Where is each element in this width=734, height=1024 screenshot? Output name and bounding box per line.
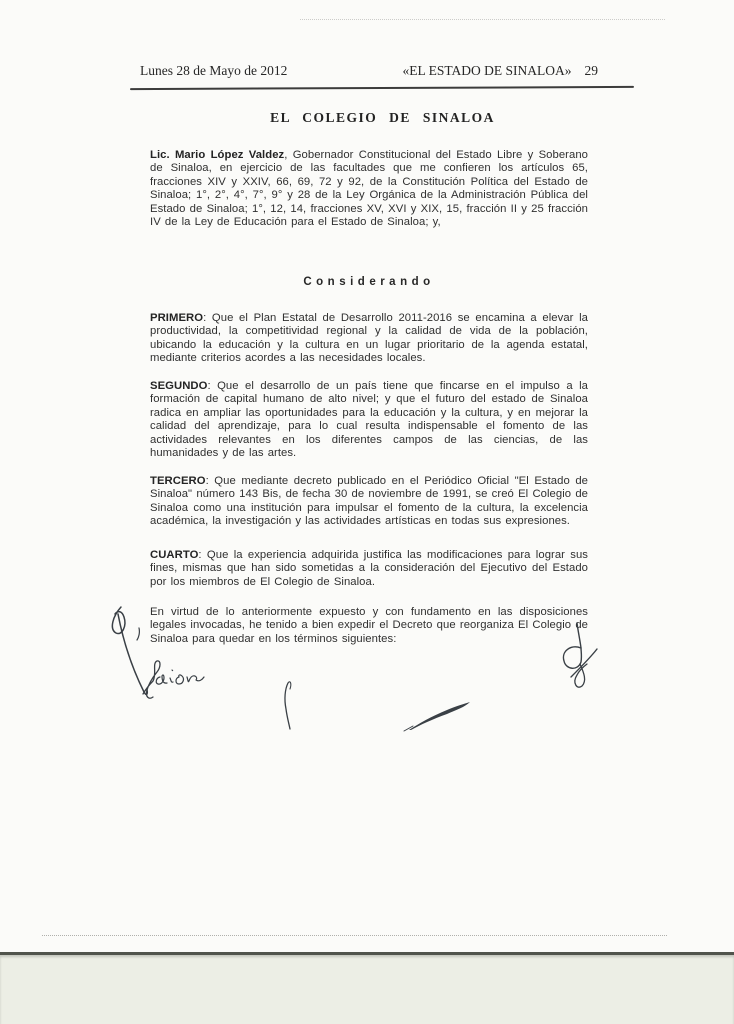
clause-label: SEGUNDO	[150, 380, 208, 392]
scan-artifact-dotted-line-bottom	[42, 935, 667, 936]
considerando-heading: Considerando	[303, 276, 435, 288]
vertical-pen-stroke	[285, 682, 291, 729]
header-date: Lunes 28 de Mayo de 2012	[140, 63, 288, 78]
clause-primero	[150, 312, 588, 366]
clause-tercero	[150, 475, 588, 529]
clause-text: : Que la experiencia adquirida justifica las modificaciones para lograr sus fines, mismas que han sido sometidas a la consideración del Ejecutivo del Estado por los miembros de El Colegio de Sinaloa.	[150, 549, 588, 588]
header-publication-block	[402, 63, 598, 79]
governor-name: Lic. Mario López Valdez	[150, 149, 285, 161]
page-header	[131, 63, 634, 79]
clause-label: CUARTO	[150, 549, 199, 561]
clause-text: : Que mediante decreto publicado en el Periódico Oficial "El Estado de Sinaloa" número 143 Bis, de fecha 30 de noviembre de 1991, se creó El Colegio de Sinaloa como una institución para impulsar el fomento de la cultura, la excelencia académica, la investigación y las actividades artísticas en todas sus expresiones.	[150, 475, 588, 528]
clause-cuarto	[150, 549, 588, 589]
closing-paragraph: En virtud de lo anteriormente expuesto y con fundamento en las disposiciones legales invocadas, he tenido a bien expedir el Decreto que reorganiza El Colegio de Sinaloa para quedar en los términos siguientes:	[150, 606, 588, 645]
publication-name: «EL ESTADO DE SINALOA»	[402, 63, 572, 78]
left-signature-flourish-mark	[112, 607, 147, 694]
clause-segundo	[150, 380, 588, 461]
clause-label: TERCERO	[150, 475, 206, 487]
scan-artifact-dotted-line-top	[300, 19, 665, 20]
document-title: EL COLEGIO DE SINALOA	[270, 110, 495, 125]
clause-text: : Que el desarrollo de un país tiene que fincarse en el impulso a la formación de capital humano de alto nivel; y que el futuro del estado de Sinaloa radica en ampliar las oportunidades para la educación y la cultura, y en mejorar la calidad del aprendizaje, para lo cual resulta indispensable el fomento de las actividades relevantes en los diferentes campos de las ciencias, de las humanidades y de las artes.	[150, 380, 588, 460]
clause-label: PRIMERO	[150, 312, 204, 324]
pen-swoosh	[404, 702, 470, 731]
handwritten-word-faior	[143, 661, 204, 698]
page-number: 29	[584, 63, 598, 78]
intro-text: , Gobernador Constitucional del Estado Libre y Soberano de Sinaloa, en ejercicio de las facultades que me confieren los artículos 65, fracciones XIV y XXIV, 66, 69, 72 y 92, de la Constitución Política del Estado de Sinaloa; 1°, 2°, 4°, 7°, 9° y 28 de la Ley Orgánica de la Administración Pública del Estado de Sinaloa; 1°, 12, 14, fracciones XV, XVI y XIX, 15, fracción II y 25 fracción IV de la Ley de Educación para el Estado de Sinaloa; y,	[150, 149, 588, 229]
scanner-edge-band	[0, 952, 734, 1024]
header-rule	[130, 86, 634, 90]
intro-paragraph	[150, 149, 588, 230]
clause-text: : Que el Plan Estatal de Desarrollo 2011-2016 se encamina a elevar la productividad, la competitividad regional y la calidad de vida de la población, ubicando la educación y la cultura en un lugar prioritario de la agenda estatal, mediante criterios acordes a las necesidades locales.	[150, 312, 588, 365]
